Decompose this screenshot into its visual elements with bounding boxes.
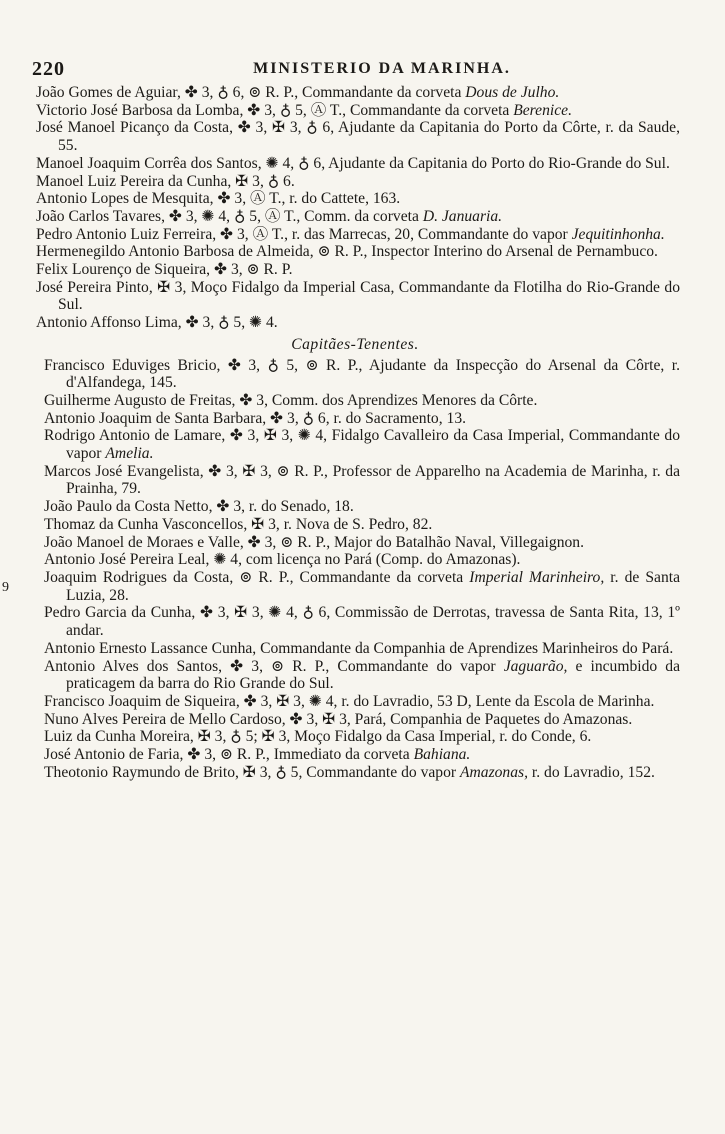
vessel-name: Berenice.	[513, 101, 572, 119]
officer-entry	[44, 640, 680, 658]
page-number: 220	[32, 58, 65, 80]
officer-entry	[44, 693, 680, 711]
entry-text-tail: e incumbido da praticagem da barra do Rio Grande do Sul.	[66, 657, 680, 693]
entry-text: Antonio Affonso Lima, ✤ 3, ♁ 5, ✺ 4.	[36, 314, 278, 332]
officer-entry	[44, 357, 680, 392]
entry-text: Antonio Alves dos Santos, ✤ 3, ⊚ R. P., Commandante do vapor	[44, 657, 504, 675]
officer-entry	[36, 119, 680, 154]
vessel-name: Amelia.	[105, 445, 154, 463]
officer-entry	[36, 155, 680, 173]
officer-list	[30, 84, 680, 781]
entry-text: Pedro Antonio Luiz Ferreira, ✤ 3, Ⓐ T., r. das Marrecas, 20, Commandante do vapor	[36, 225, 572, 243]
officer-entry	[44, 711, 680, 729]
entry-text: José Pereira Pinto, ✠ 3, Moço Fidalgo da Imperial Casa, Commandante da Flotilha do Rio-Grande do Sul.	[36, 278, 680, 314]
officer-entry	[36, 173, 680, 191]
officer-entry	[44, 728, 680, 746]
officer-entry	[36, 102, 680, 120]
entry-text: Luiz da Cunha Moreira, ✠ 3, ♁ 5; ✠ 3, Moço Fidalgo da Casa Imperial, r. do Conde, 6.	[44, 728, 592, 746]
entry-text-tail: r. do Lavradio, 152.	[528, 763, 655, 781]
entry-text: Francisco Joaquim de Siqueira, ✤ 3, ✠ 3, ✺ 4, r. do Lavradio, 53 D, Lente da Escola de Marinha.	[44, 692, 655, 710]
officer-entry	[44, 392, 680, 410]
vessel-name: Bahiana.	[413, 746, 471, 764]
vessel-name: Jaguarão,	[503, 657, 568, 675]
officer-entry	[44, 551, 680, 569]
page-header	[32, 58, 692, 82]
vessel-name: Amazonas,	[459, 763, 528, 781]
entry-text: Joaquim Rodrigues da Costa, ⊚ R. P., Commandante da corveta	[44, 568, 470, 586]
officer-entry	[44, 498, 680, 516]
entry-text: João Manoel de Moraes e Valle, ✤ 3, ⊚ R. P., Major do Batalhão Naval, Villegaignon.	[44, 533, 584, 551]
section-heading: Capitães-Tenentes.	[291, 335, 419, 353]
entry-text: Theotonio Raymundo de Brito, ✠ 3, ♁ 5, Commandante do vapor	[44, 763, 460, 781]
officer-entry	[36, 261, 680, 279]
officer-list-part-2	[30, 357, 680, 782]
officer-entry	[36, 279, 680, 314]
entry-text: Manoel Joaquim Corrêa dos Santos, ✺ 4, ♁ 6, Ajudante da Capitania do Porto do Rio-Grande do Sul.	[36, 154, 670, 172]
officer-entry	[44, 746, 680, 764]
entry-text: Victorio José Barbosa da Lomba, ✤ 3, ♁ 5, Ⓐ T., Commandante da corveta	[36, 101, 514, 119]
running-title: MINISTERIO DA MARINHA.	[253, 60, 511, 77]
officer-list-part-1	[30, 84, 680, 332]
entry-text: Antonio Ernesto Lassance Cunha, Commandante da Companhia de Aprendizes Marinheiros do Pará.	[44, 639, 674, 657]
entry-text: Felix Lourenço de Siqueira, ✤ 3, ⊚ R. P.	[36, 261, 293, 279]
officer-entry	[36, 190, 680, 208]
officer-entry	[44, 427, 680, 462]
entry-text: João Carlos Tavares, ✤ 3, ✺ 4, ♁ 5, Ⓐ T., Comm. da corveta	[36, 207, 423, 225]
margin-mark: 9	[2, 580, 9, 595]
entry-text: José Manoel Picanço da Costa, ✤ 3, ✠ 3, ♁ 6, Ajudante da Capitania do Porto da Côrte, r. da Saude, 55.	[36, 119, 680, 155]
vessel-name: Dous de Julho.	[465, 84, 560, 101]
entry-text: Antonio Lopes de Mesquita, ✤ 3, Ⓐ T., r. do Cattete, 163.	[36, 190, 401, 208]
officer-entry	[36, 208, 680, 226]
entry-text: Antonio Joaquim de Santa Barbara, ✤ 3, ♁ 6, r. do Sacramento, 13.	[44, 409, 467, 427]
entry-text: Thomaz da Cunha Vasconcellos, ✠ 3, r. Nova de S. Pedro, 82.	[44, 515, 433, 533]
entry-text: Antonio José Pereira Leal, ✺ 4, com licença no Pará (Comp. do Amazonas).	[44, 551, 521, 569]
officer-entry	[44, 658, 680, 693]
officer-entry	[44, 516, 680, 534]
officer-entry	[44, 410, 680, 428]
entry-text: Hermenegildo Antonio Barbosa de Almeida, ⊚ R. P., Inspector Interino do Arsenal de Pernambuco.	[36, 243, 658, 261]
entry-text: José Antonio de Faria, ✤ 3, ⊚ R. P., Immediato da corveta	[44, 746, 414, 764]
entry-text: Rodrigo Antonio de Lamare, ✤ 3, ✠ 3, ✺ 4, Fidalgo Cavalleiro da Casa Imperial, Commandante do vapor	[44, 427, 680, 463]
officer-entry	[44, 604, 680, 639]
entry-text: Guilherme Augusto de Freitas, ✤ 3, Comm. dos Aprendizes Menores da Côrte.	[44, 391, 538, 409]
entry-text: Nuno Alves Pereira de Mello Cardoso, ✤ 3, ✠ 3, Pará, Companhia de Paquetes do Amazonas.	[44, 710, 633, 728]
officer-entry	[44, 569, 680, 604]
entry-text: João Gomes de Aguiar, ✤ 3, ♁ 6, ⊚ R. P., Commandante da corveta	[36, 84, 466, 101]
entry-text: Marcos José Evangelista, ✤ 3, ✠ 3, ⊚ R. P., Professor de Apparelho na Academia de Marinha, r. da Prainha, 79.	[44, 462, 680, 498]
officer-entry	[44, 764, 680, 782]
officer-entry	[44, 534, 680, 552]
entry-text: Manoel Luiz Pereira da Cunha, ✠ 3, ♁ 6.	[36, 172, 295, 190]
vessel-name: D. Januaria.	[422, 207, 503, 225]
entry-text: Francisco Eduviges Bricio, ✤ 3, ♁ 5, ⊚ R. P., Ajudante da Inspecção do Arsenal da Côrte, r. d'Alfandega, 145.	[44, 356, 680, 392]
officer-entry	[36, 314, 680, 332]
entry-text: Pedro Garcia da Cunha, ✤ 3, ✠ 3, ✺ 4, ♁ 6, Commissão de Derrotas, travessa de Santa Rita, 13, 1º andar.	[44, 604, 680, 640]
vessel-name: Jequitinhonha.	[571, 225, 665, 243]
vessel-name: Imperial Marinheiro,	[469, 568, 605, 586]
officer-entry	[36, 243, 680, 261]
officer-entry	[36, 226, 680, 244]
officer-entry	[36, 84, 680, 102]
entry-text: João Paulo da Costa Netto, ✤ 3, r. do Senado, 18.	[44, 498, 354, 516]
officer-entry	[44, 463, 680, 498]
entry-text-tail: r. de Santa Luzia, 28.	[66, 568, 681, 604]
